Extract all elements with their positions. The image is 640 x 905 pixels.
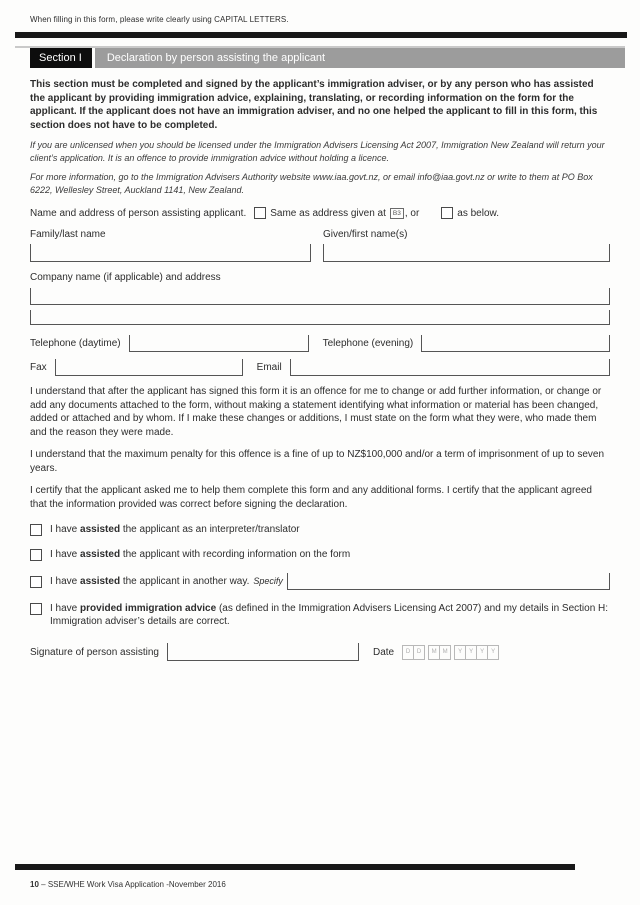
as-below-checkbox[interactable] [441,207,453,219]
assist-option-label: I have provided immigration advice (as defined in the Immigration Advisers Licensing Act 2007) and my details in Section H: Immigration adviser’s details are correct. [50,603,609,627]
specify-input[interactable] [287,573,610,590]
family-name-input[interactable] [30,244,311,262]
page-footer [0,864,640,905]
name-address-row [30,207,610,219]
telephone-daytime-input[interactable] [129,335,309,352]
given-name-label: Given/first name(s) [323,229,408,240]
specify-label: Specify [253,576,283,586]
assist-option-label: I have assisted the applicant as an interpreter/translator [50,524,300,535]
telephone-evening-input[interactable] [421,335,610,352]
signature-input[interactable] [167,643,359,661]
capital-letters-note: When filling in this form, please write clearly using CAPITAL LETTERS. [30,15,289,24]
section-header [15,46,625,68]
name-address-label: Name and address of person assisting applicant. [30,207,247,219]
date-month-group: M M [428,645,451,660]
family-name-label: Family/last name [30,229,106,240]
given-name-input[interactable] [323,244,610,262]
assisted-interpreter-checkbox[interactable] [30,524,42,536]
top-divider-bar [15,32,627,38]
fax-input[interactable] [55,359,243,376]
provided-advice-checkbox[interactable] [30,603,42,615]
assisted-other-checkbox[interactable] [30,576,42,588]
date-label: Date [372,646,395,658]
date-field[interactable] [402,645,502,660]
declaration-certify-paragraph: I certify that the applicant asked me to help them complete this form and any additional forms. I certify that the applicant agreed that the information provided was correct before signing the declaration. [30,485,592,510]
assist-option-label: I have assisted the applicant in another way. [50,576,250,587]
company-name-label: Company name (if applicable) and address [30,272,221,283]
assist-option-row [30,602,610,628]
fax-email-row [30,359,610,376]
declaration-penalty-paragraph: I understand that the maximum penalty for this offence is a fine of up to NZ$100,000 and/or a term of imprisonment of up to seven years. [30,449,605,474]
question-ref-box: B3 [390,208,404,219]
same-as-address-checkbox[interactable] [254,207,266,219]
telephone-evening-label: Telephone (evening) [322,338,414,349]
date-day-group: D D [402,645,425,660]
section-intro-paragraph: This section must be completed and signed by the applicant’s immigration adviser, or by any person who has assisted the applicant by providing immigration advice, explaining, translating, or recording information on the form for the applicant. If the applicant does not have an immigration adviser, and no one helped the applicant to fill in this form, this section does not have to be completed. [30,79,598,131]
bottom-divider-bar [15,864,575,870]
declaration-offence-paragraph: I understand that after the applicant has signed this form it is an offence for me to change or add further information, or change or add any documents attached to the form, without making a statement identifying what information or material has been changed, added or attached and by whom. If I make these changes or additions, I must state on the form what they were, who made them and the reason they were made. [30,386,602,438]
email-input[interactable] [290,359,610,376]
telephone-daytime-label: Telephone (daytime) [30,338,121,349]
company-address-input-line2[interactable] [30,310,610,325]
assisted-recording-checkbox[interactable] [30,549,42,561]
email-label: Email [256,362,282,373]
licensing-note: If you are unlicensed when you should be licensed under the Immigration Advisers Licensing Act 2007, Immigration New Zealand will return your client’s application. It is an offence to provide immigration advice without holding a licence. [30,140,605,163]
or-label: , or [404,207,420,219]
page-number: 10 [30,880,39,889]
form-body [0,68,640,661]
signature-row [30,643,610,661]
same-as-address-label: Same as address given at [270,207,386,219]
as-below-label: as below. [457,207,499,219]
date-year-group: Y Y Y Y [454,645,499,660]
assist-option-row [30,573,610,590]
assist-option-row [30,523,610,536]
more-information-note: For more information, go to the Immigration Advisers Authority website www.iaa.govt.nz, or email info@iaa.govt.nz or write to them at PO Box 6222, Wellesley Street, Auckland 1141, New Zealand. [30,172,593,195]
footer-text: 10 – SSE/WHE Work Visa Application -November 2016 [30,880,226,889]
section-title: Declaration by person assisting the applicant [95,48,625,68]
fax-label: Fax [30,362,47,373]
signature-label: Signature of person assisting [30,646,159,658]
name-fields-row [30,229,610,262]
section-label: Section I [30,48,92,68]
assist-option-label: I have assisted the applicant with recording information on the form [50,549,351,560]
telephone-row [30,335,610,352]
assist-option-row [30,548,610,561]
company-address-input-line1[interactable] [30,288,610,305]
